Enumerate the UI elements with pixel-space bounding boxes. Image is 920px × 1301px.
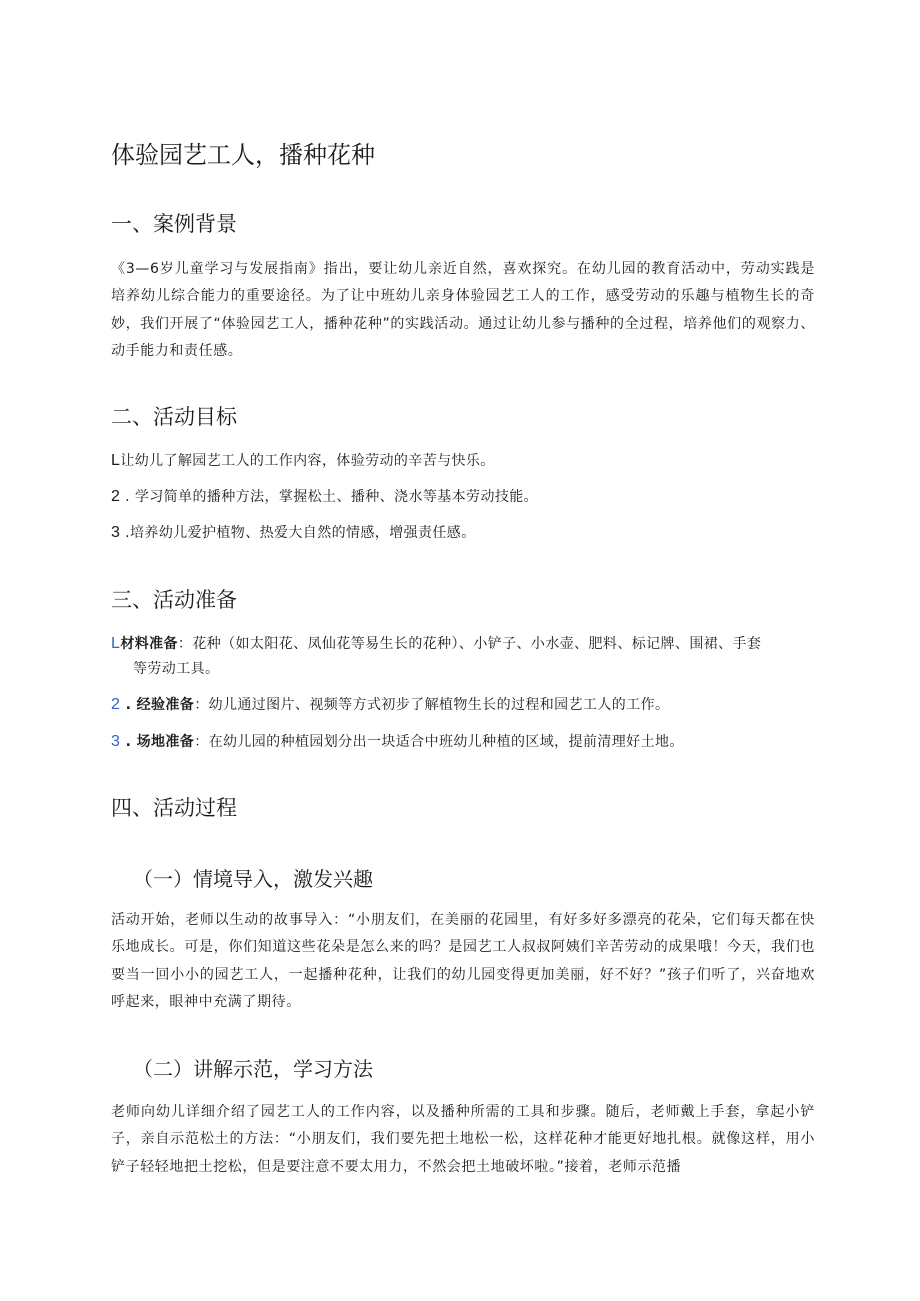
prep-number: 3 [111,733,121,750]
section-heading-process: 四、活动过程 [111,796,237,820]
goal-number: L [111,452,121,469]
section-heading-preparation: 三、活动准备 [111,588,237,612]
goal-text: .培养幼儿爱护植物、热爱大自然的情感，增强责任感。 [120,525,476,541]
prep-label: 材料准备 [120,636,178,652]
demo-paragraph: 老师向幼儿详细介绍了园艺工人的工作内容，以及播种所需的工具和步骤。随后，老师戴上手套，拿起小铲子，亲自示范松土的方法：“小朋友们，我们要先把土地松一松，这样花种才能更好地扎根。就像这样，用小铲子轻轻地把土挖松，但是要注意不要太用力，不然会把土地破坏啦。”接着，老师示范播 [111,1104,815,1175]
goal-item-3 [111,520,815,546]
section-heading-goals: 二、活动目标 [111,405,237,429]
document-title: 体验园艺工人，播种花种 [111,141,375,169]
subsection-heading-demo: （二）讲解示范，学习方法 [133,1057,373,1081]
prep-text: ：花种（如太阳花、凤仙花等易生长的花种）、小铲子、小水壶、肥料、标记牌、围裙、手套 [177,636,762,652]
section-heading-background: 一、案例背景 [111,212,237,236]
prep-text-continued: 等劳动工具。 [133,661,220,677]
prep-item-1 [111,631,815,682]
prep-text: ：幼儿通过图片、视频等方式初步了解植物生长的过程和园艺工人的工作。 [194,697,670,713]
prep-label: . 经验准备 [120,697,195,713]
goal-text: . 学习简单的播种方法，掌握松土、播种、浇水等基本劳动技能。 [120,489,539,505]
goal-text: 让幼儿了解园艺工人的工作内容，体验劳动的辛苦与快乐。 [120,453,495,469]
goal-item-2 [111,484,815,510]
prep-label: . 场地准备 [120,734,195,750]
goal-number: 3 [111,524,121,541]
goal-number: 2 [111,488,121,505]
prep-item-3 [111,729,815,755]
intro-paragraph: 活动开始，老师以生动的故事导入：“小朋友们，在美丽的花园里，有好多好多漂亮的花朵，它们每天都在快乐地成长。可是，你们知道这些花朵是怎么来的吗？是园艺工人叔叔阿姨们辛苦劳动的成果哦！今天，我们也要当一回小小的园艺工人，一起播种花种，让我们的幼儿园变得更加美丽，好不好？”孩子们听了，兴奋地欢呼起来，眼神中充满了期待。 [111,912,815,1010]
prep-number: L [111,635,121,652]
prep-text: ：在幼儿园的种植园划分出一块适合中班幼儿种植的区域，提前清理好土地。 [194,734,684,750]
prep-number: 2 [111,696,121,713]
prep-item-2 [111,692,815,718]
background-paragraph: 《3—6岁儿童学习与发展指南》指出，要让幼儿亲近自然，喜欢探究。在幼儿园的教育活动中，劳动实践是培养幼儿综合能力的重要途径。为了让中班幼儿亲身体验园艺工人的工作，感受劳动的乐趣与植物生长的奇妙，我们开展了“体验园艺工人，播种花种”的实践活动。通过让幼儿参与播种的全过程，培养他们的观察力、动手能力和责任感。 [111,261,815,359]
subsection-heading-intro: （一）情境导入，激发兴趣 [133,867,373,891]
goal-item-1 [111,448,815,474]
